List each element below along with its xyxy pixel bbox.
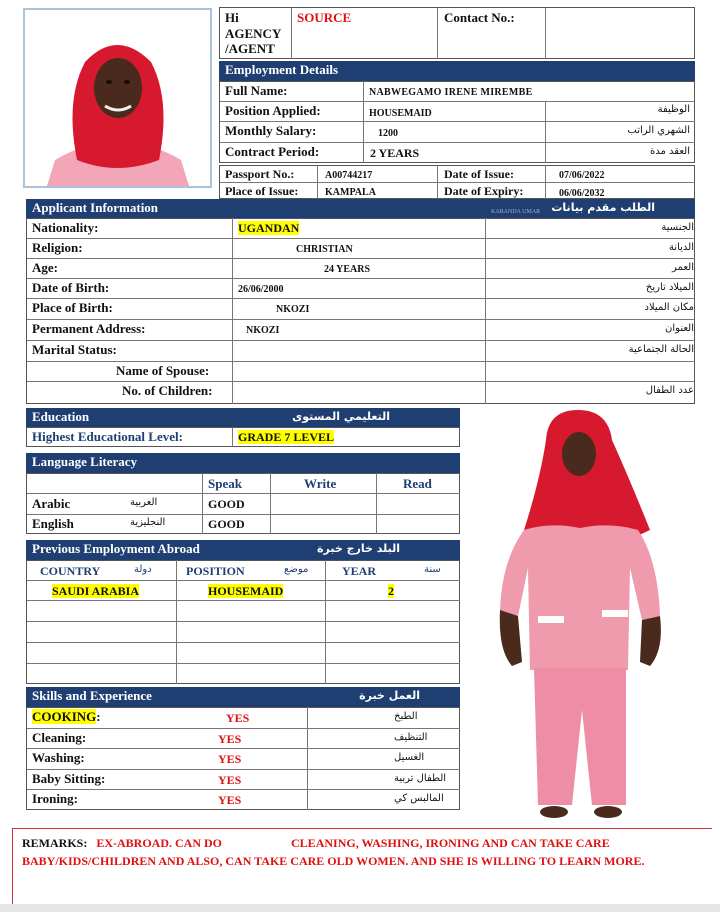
education-level-label: Highest Educational Level:	[32, 429, 183, 444]
employment-details-header	[219, 61, 695, 81]
salary-value: 1200	[378, 128, 398, 139]
skill-label-suffix: :	[96, 709, 101, 724]
education-level-value: GRADE 7 LEVEL	[238, 430, 335, 444]
language-english-label: English	[32, 516, 74, 531]
applicant-row-value: 26/06/2000	[238, 284, 284, 295]
applicant-row-arabic: الجنسية	[661, 222, 694, 233]
country-header-arabic: دولة	[134, 564, 152, 575]
agency-label-agent: /AGENT	[225, 41, 275, 56]
place-issue-label: Place of Issue:	[225, 184, 299, 198]
applicant-row-label: Permanent Address:	[32, 321, 146, 336]
year-header: YEAR	[342, 564, 377, 578]
previous-employment-header	[26, 540, 460, 560]
country-header: COUNTRY	[40, 564, 101, 578]
position-header: POSITION	[186, 564, 245, 578]
skill-label-text: Baby Sitting:	[32, 770, 106, 786]
applicant-row-arabic: الحالة الجتماعية	[628, 344, 694, 355]
skill-label	[32, 792, 78, 806]
position-label: Position Applied:	[225, 103, 321, 118]
position-header-arabic: موضع	[284, 564, 309, 575]
skill-label	[32, 751, 85, 765]
education-title: Education	[32, 409, 90, 424]
expiry-value: 06/06/2032	[559, 188, 605, 199]
language-english-speak: GOOD	[208, 517, 245, 531]
education-header	[26, 408, 460, 427]
previous-employment-arabic-title: البلد خارج خبرة	[317, 542, 400, 555]
contract-value: 2 YEARS	[370, 146, 420, 160]
applicant-row-label: Religion:	[32, 240, 83, 255]
skill-value: YES	[218, 793, 242, 807]
passport-value: A00744217	[325, 170, 373, 181]
previous-employment-title: Previous Employment Abroad	[32, 541, 200, 556]
passport-label: Passport No.:	[225, 167, 295, 181]
issue-date-label: Date of Issue:	[444, 167, 514, 181]
source-label: SOURCE	[297, 10, 352, 25]
applicant-row-arabic: مكان الميلاد	[644, 302, 694, 313]
language-header	[26, 453, 460, 473]
applicant-row-arabic: العمر	[672, 262, 694, 273]
remarks-line-2: BABY/KIDS/CHILDREN AND ALSO, CAN TAKE CARE OLD WOMEN. AND SHE IS WILLING TO LEARN MORE.	[22, 854, 645, 868]
skill-value: YES	[218, 752, 242, 766]
applicant-row-value: NKOZI	[246, 325, 280, 336]
skill-arabic: الطبخ	[394, 711, 418, 722]
remarks-label: REMARKS:	[22, 836, 88, 850]
skill-arabic: المالبس كي	[394, 793, 444, 804]
previous-position-value: HOUSEMAID	[208, 584, 284, 598]
expiry-label: Date of Expiry:	[444, 184, 524, 198]
language-arabic-speak: GOOD	[208, 497, 245, 511]
applicant-info-header	[26, 199, 695, 218]
year-header-arabic: سنة	[424, 564, 441, 575]
skill-arabic: التنظيف	[394, 731, 428, 743]
remarks-text-1b: CLEANING, WASHING, IRONING AND CAN TAKE CARE	[291, 836, 610, 850]
skill-label	[32, 710, 101, 724]
language-write-header: Write	[304, 476, 337, 491]
previous-country-value: SAUDI ARABIA	[52, 584, 140, 598]
agency-label-hi: Hi	[225, 10, 239, 25]
skill-label	[32, 731, 86, 745]
skills-header	[26, 687, 460, 707]
skill-value: YES	[218, 731, 242, 746]
full-name-value: NABWEGAMO IRENE MIREMBE	[369, 87, 533, 98]
agency-label-agency: AGENCY	[225, 26, 282, 41]
salary-label: Monthly Salary:	[225, 123, 317, 138]
language-title: Language Literacy	[32, 454, 138, 469]
applicant-row-label: Marital Status:	[32, 342, 117, 357]
applicant-row-arabic: الديانة	[668, 242, 694, 253]
skill-value: YES	[218, 772, 242, 787]
contact-label: Contact No.:	[444, 10, 515, 25]
passport-photo	[23, 8, 212, 188]
language-arabic-arabic: العربية	[130, 497, 158, 508]
language-speak-header: Speak	[208, 476, 242, 491]
applicant-info-arabic-title: الطلب مقدم بيانات	[551, 201, 655, 214]
full-body-photo	[480, 410, 700, 830]
bottom-strip	[0, 904, 720, 912]
applicant-row-value: NKOZI	[276, 304, 310, 315]
full-name-label: Full Name:	[225, 83, 288, 98]
skill-label-text: COOKING	[32, 709, 97, 724]
applicant-row-value: CHRISTIAN	[296, 244, 353, 255]
education-arabic-title: التعليمي المستوى	[292, 410, 390, 423]
issue-date-value: 07/06/2022	[559, 170, 605, 181]
applicant-row-arabic: العنوان	[665, 323, 694, 334]
applicant-info-title: Applicant Information	[32, 200, 159, 215]
skills-arabic-title: العمل خبرة	[359, 689, 420, 702]
skill-label	[32, 772, 105, 786]
position-value: HOUSEMAID	[369, 108, 432, 119]
applicant-watermark: KABANDA UMAR	[491, 209, 541, 215]
skills-title: Skills and Experience	[32, 688, 152, 703]
skill-arabic: الطفال تربية	[394, 772, 447, 784]
full-body-photo-image	[480, 410, 700, 830]
applicant-row-label: Age:	[32, 260, 58, 275]
applicant-row-label: Date of Birth:	[32, 280, 110, 295]
salary-arabic: الشهري الراتب	[627, 125, 690, 136]
contract-label: Contract Period:	[225, 144, 320, 159]
applicant-row-value: UGANDAN	[238, 221, 300, 235]
language-english-arabic: النجليزية	[130, 517, 166, 528]
contract-arabic: العقد مدة	[650, 146, 690, 157]
applicant-row-label: Nationality:	[32, 220, 99, 235]
skill-value: YES	[226, 711, 250, 725]
previous-employment-table	[26, 560, 460, 684]
applicant-row-value: 24 YEARS	[324, 264, 371, 275]
passport-photo-image	[25, 10, 210, 186]
applicant-row-label: Name of Spouse:	[116, 363, 210, 378]
applicant-row-label: No. of Children:	[122, 383, 213, 398]
skill-arabic: الغسيل	[394, 752, 425, 763]
skill-label-text: Ironing:	[32, 791, 78, 806]
skill-label-text: Washing:	[32, 750, 85, 765]
remarks-line-1	[22, 836, 610, 850]
applicant-row-label: Place of Birth:	[32, 300, 113, 315]
language-arabic-label: Arabic	[32, 496, 71, 511]
applicant-row-arabic: الميلاد تاريخ	[645, 282, 694, 293]
employment-details-title: Employment Details	[225, 62, 339, 77]
previous-year-value: 2	[388, 584, 394, 598]
applicant-row-arabic: عدد الطفال	[645, 385, 694, 396]
skill-label-text: Cleaning:	[32, 729, 87, 745]
language-read-header: Read	[403, 476, 432, 491]
place-issue-value: KAMPALA	[325, 187, 376, 198]
remarks-text-1a: EX-ABROAD. CAN DO	[96, 836, 223, 850]
position-arabic: الوظيفة	[657, 104, 690, 115]
